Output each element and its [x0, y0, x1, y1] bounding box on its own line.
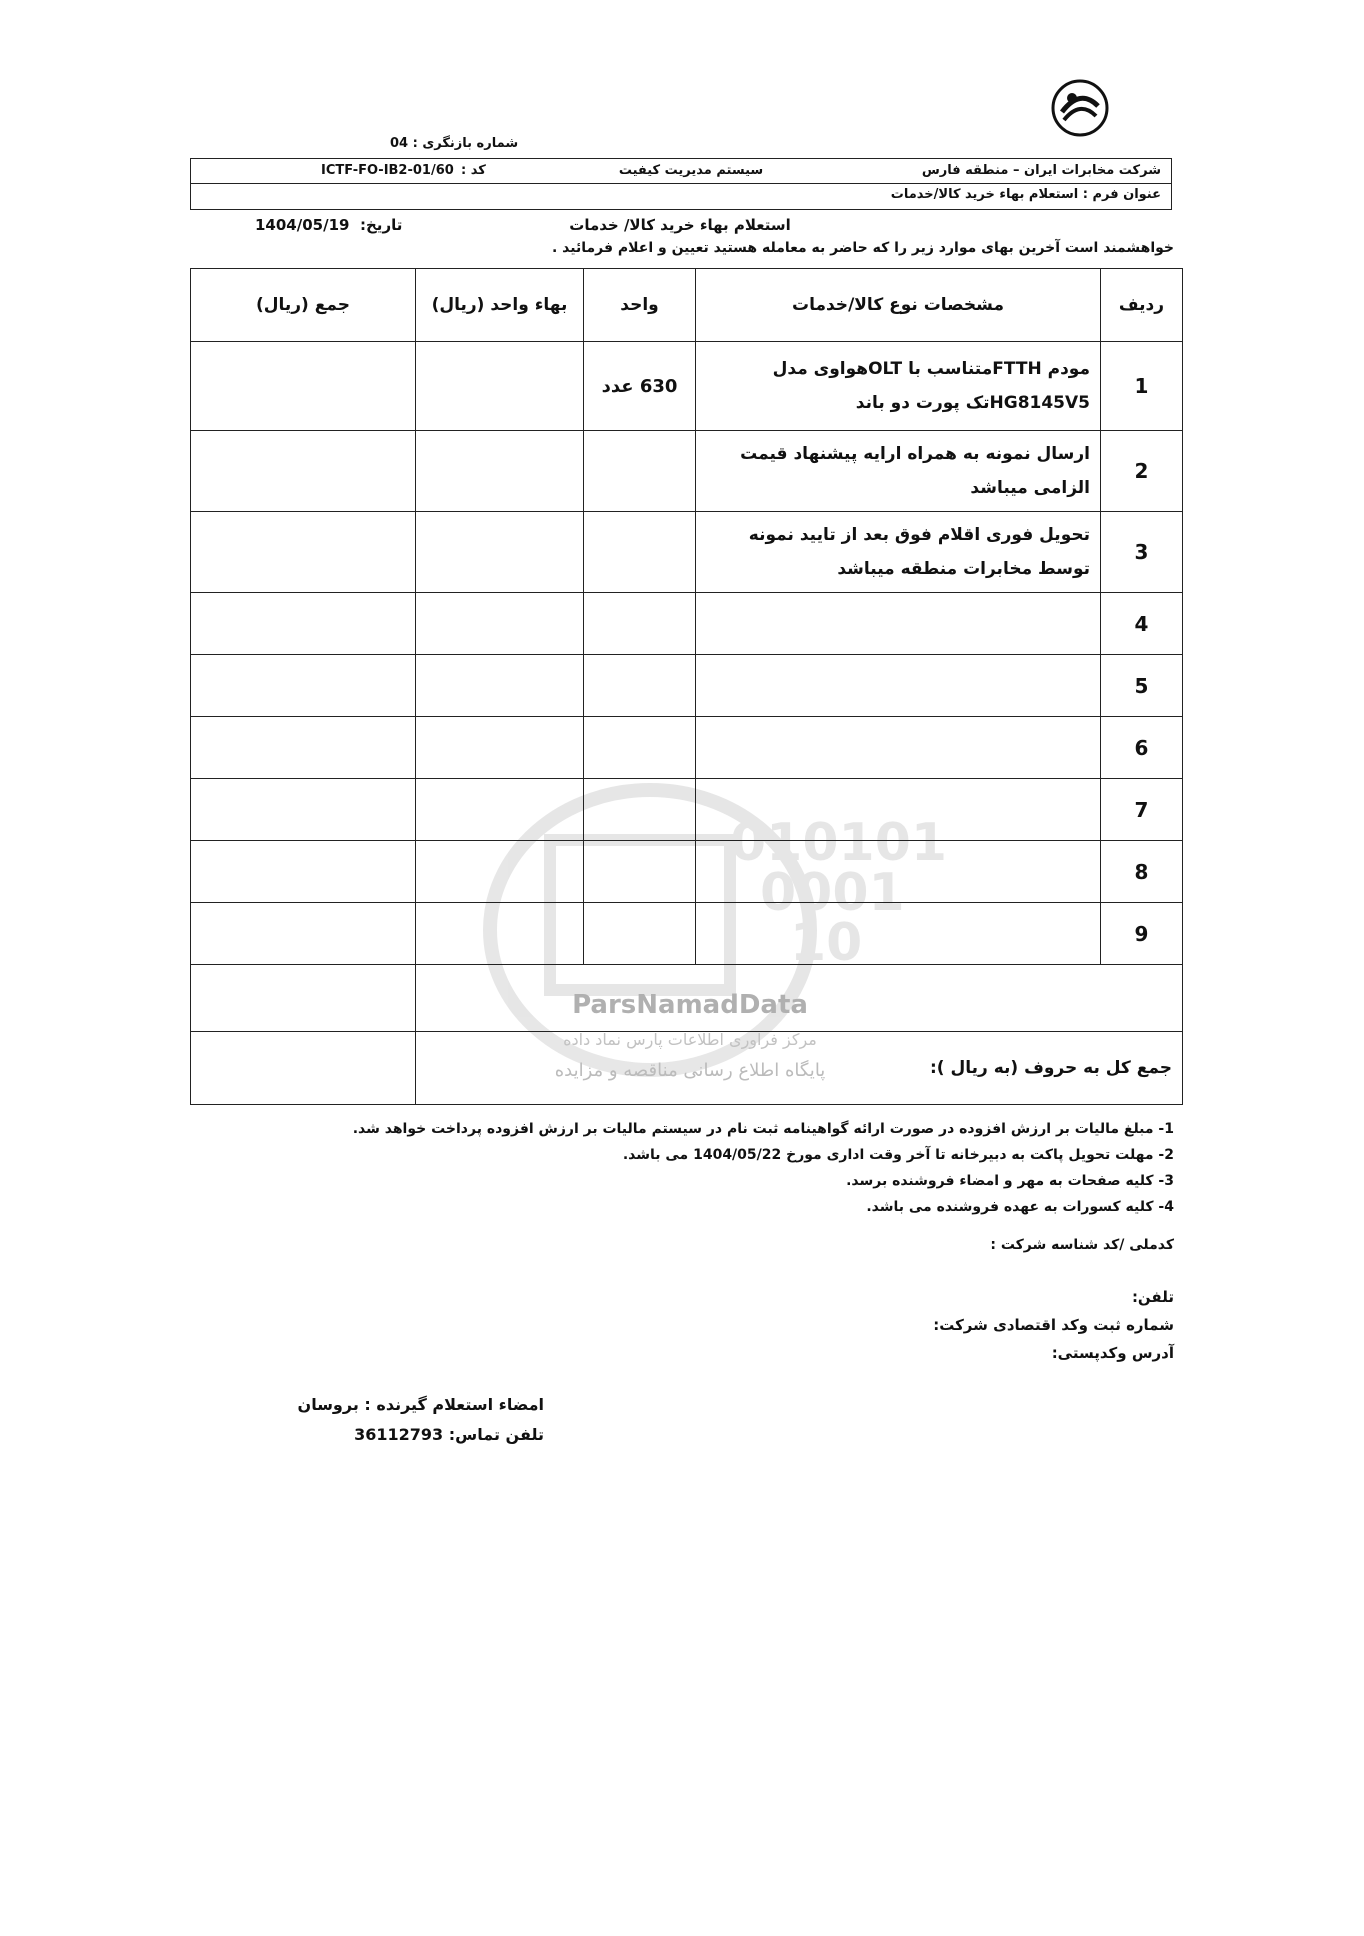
row-unit: [584, 841, 696, 903]
watermark-brand: ParsNamadData: [572, 990, 808, 1020]
header-unit-price: بهاء واحد (ریال): [416, 269, 584, 342]
row-unit-price[interactable]: [416, 342, 584, 431]
header-total: جمع (ریال): [191, 269, 416, 342]
row-description: تحویل فوری اقلام فوق بعد از تایید نمونه توسط مخابرات منطقه میباشد: [696, 512, 1101, 593]
table-row: [191, 779, 1183, 841]
row-description: ارسال نمونه به همراه ارایه پیشنهاد قیمت الزامی میباشد: [696, 431, 1101, 512]
company-name: شرکت مخابرات ایران – منطقه فارس: [921, 163, 1161, 178]
row-total[interactable]: [191, 717, 416, 779]
row-description: [696, 779, 1101, 841]
table-row: [191, 717, 1183, 779]
row-number: 4: [1101, 593, 1183, 655]
signature-label: امضاء استعلام گیرنده : بروسان: [297, 1395, 544, 1414]
note-item: 4- کلیه کسورات به عهده فروشنده می باشد.: [866, 1199, 1174, 1215]
watermark-line-2: پایگاه اطلاع رسانی مناقصه و مزایده: [554, 1060, 826, 1081]
row-unit: [584, 512, 696, 593]
vendor-info: [933, 1283, 1174, 1367]
row-number: 9: [1101, 903, 1183, 965]
table-row: [191, 342, 1183, 431]
row-unit: 630 عدد: [584, 342, 696, 431]
table-row: [191, 512, 1183, 593]
notes-list: [353, 1116, 1174, 1220]
row-description: مودم FTTHمتناسب با OLTهواوی مدل HG8145V5تک پورت دو باند: [696, 342, 1101, 431]
header-description: مشخصات نوع کالا/خدمات: [696, 269, 1101, 342]
code-label: کد :: [461, 163, 486, 178]
svg-text:10: 10: [790, 913, 863, 973]
table-row: [191, 593, 1183, 655]
total-in-words-value[interactable]: [191, 1032, 416, 1105]
row-total[interactable]: [191, 903, 416, 965]
registration-label: شماره ثبت وکد اقتصادی شرکت:: [933, 1316, 1174, 1334]
total-in-words-label: جمع کل به حروف (به ریال ):: [416, 1032, 1183, 1105]
document-header: [190, 158, 1172, 210]
row-unit: [584, 593, 696, 655]
svg-text:010101: 010101: [730, 813, 948, 873]
row-number: 1: [1101, 342, 1183, 431]
header-row-no: ردیف: [1101, 269, 1183, 342]
date-label: تاریخ:: [360, 216, 403, 234]
row-unit-price[interactable]: [416, 593, 584, 655]
date-value: 1404/05/19: [255, 216, 350, 234]
document-title: استعلام بهاء خرید کالا/ خدمات: [569, 216, 791, 234]
svg-text:0001: 0001: [760, 863, 905, 923]
row-unit-price[interactable]: [416, 512, 584, 593]
blank-cell: [416, 965, 1183, 1032]
table-header-row: [191, 269, 1183, 342]
row-total[interactable]: [191, 655, 416, 717]
price-inquiry-table: [190, 268, 1183, 1105]
table-row: [191, 841, 1183, 903]
table-row: [191, 431, 1183, 512]
note-item: 1- مبلغ مالیات بر ارزش افزوده در صورت ارائه گواهینامه ثبت نام در سیستم مالیات بر ارزش افزوده پرداخت خواهد شد.: [352, 1121, 1174, 1137]
row-description: [696, 655, 1101, 717]
row-number: 6: [1101, 717, 1183, 779]
table-row: [191, 655, 1183, 717]
row-unit: [584, 717, 696, 779]
row-unit-price[interactable]: [416, 431, 584, 512]
review-number: شماره بازنگری : 04: [390, 136, 519, 151]
row-number: 2: [1101, 431, 1183, 512]
quality-system: سیستم مدیریت کیفیت: [618, 163, 764, 178]
total-in-words-row: [191, 1032, 1183, 1105]
row-unit-price[interactable]: [416, 717, 584, 779]
row-description: [696, 717, 1101, 779]
row-unit: [584, 779, 696, 841]
row-description: [696, 593, 1101, 655]
row-description: [696, 841, 1101, 903]
watermark-line-1: مرکز فراوری اطلاعات پارس نماد داده: [563, 1030, 817, 1049]
row-unit: [584, 655, 696, 717]
row-number: 3: [1101, 512, 1183, 593]
signer-block: [298, 1390, 544, 1450]
form-code: ICTF-FO-IB2-01/60: [321, 163, 454, 178]
row-unit-price[interactable]: [416, 841, 584, 903]
row-total[interactable]: [191, 965, 416, 1032]
row-total[interactable]: [191, 841, 416, 903]
row-total[interactable]: [191, 512, 416, 593]
row-unit: [584, 431, 696, 512]
note-item: 3- کلیه صفحات به مهر و امضاء فروشنده برسد.: [846, 1173, 1174, 1189]
phone-label: تلفن:: [1131, 1288, 1174, 1306]
row-number: 5: [1101, 655, 1183, 717]
row-total[interactable]: [191, 342, 416, 431]
row-number: 7: [1101, 779, 1183, 841]
address-label: آدرس وکدپستی:: [1051, 1344, 1174, 1362]
row-description: [696, 903, 1101, 965]
form-title: عنوان فرم : استعلام بهاء خرید کالا/خدمات: [890, 187, 1161, 202]
contact-phone: تلفن تماس: 36112793: [354, 1425, 544, 1444]
note-item: 2- مهلت تحویل پاکت به دبیرخانه تا آخر وقت اداری مورخ 1404/05/22 می باشد.: [622, 1147, 1174, 1163]
row-unit-price[interactable]: [416, 779, 584, 841]
row-total[interactable]: [191, 431, 416, 512]
row-unit-price[interactable]: [416, 655, 584, 717]
national-id-label: کدملی /کد شناسه شرکت :: [990, 1237, 1174, 1253]
row-total[interactable]: [191, 779, 416, 841]
table-row-blank: [191, 965, 1183, 1032]
row-unit-price[interactable]: [416, 903, 584, 965]
row-total[interactable]: [191, 593, 416, 655]
table-row: [191, 903, 1183, 965]
company-logo-icon: [1050, 78, 1110, 138]
row-unit: [584, 903, 696, 965]
request-text: خواهشمند است آخرین بهای موارد زیر را که حاضر به معامله هستید تعیین و اعلام فرمائید .: [551, 240, 1174, 256]
header-unit: واحد: [584, 269, 696, 342]
row-number: 8: [1101, 841, 1183, 903]
